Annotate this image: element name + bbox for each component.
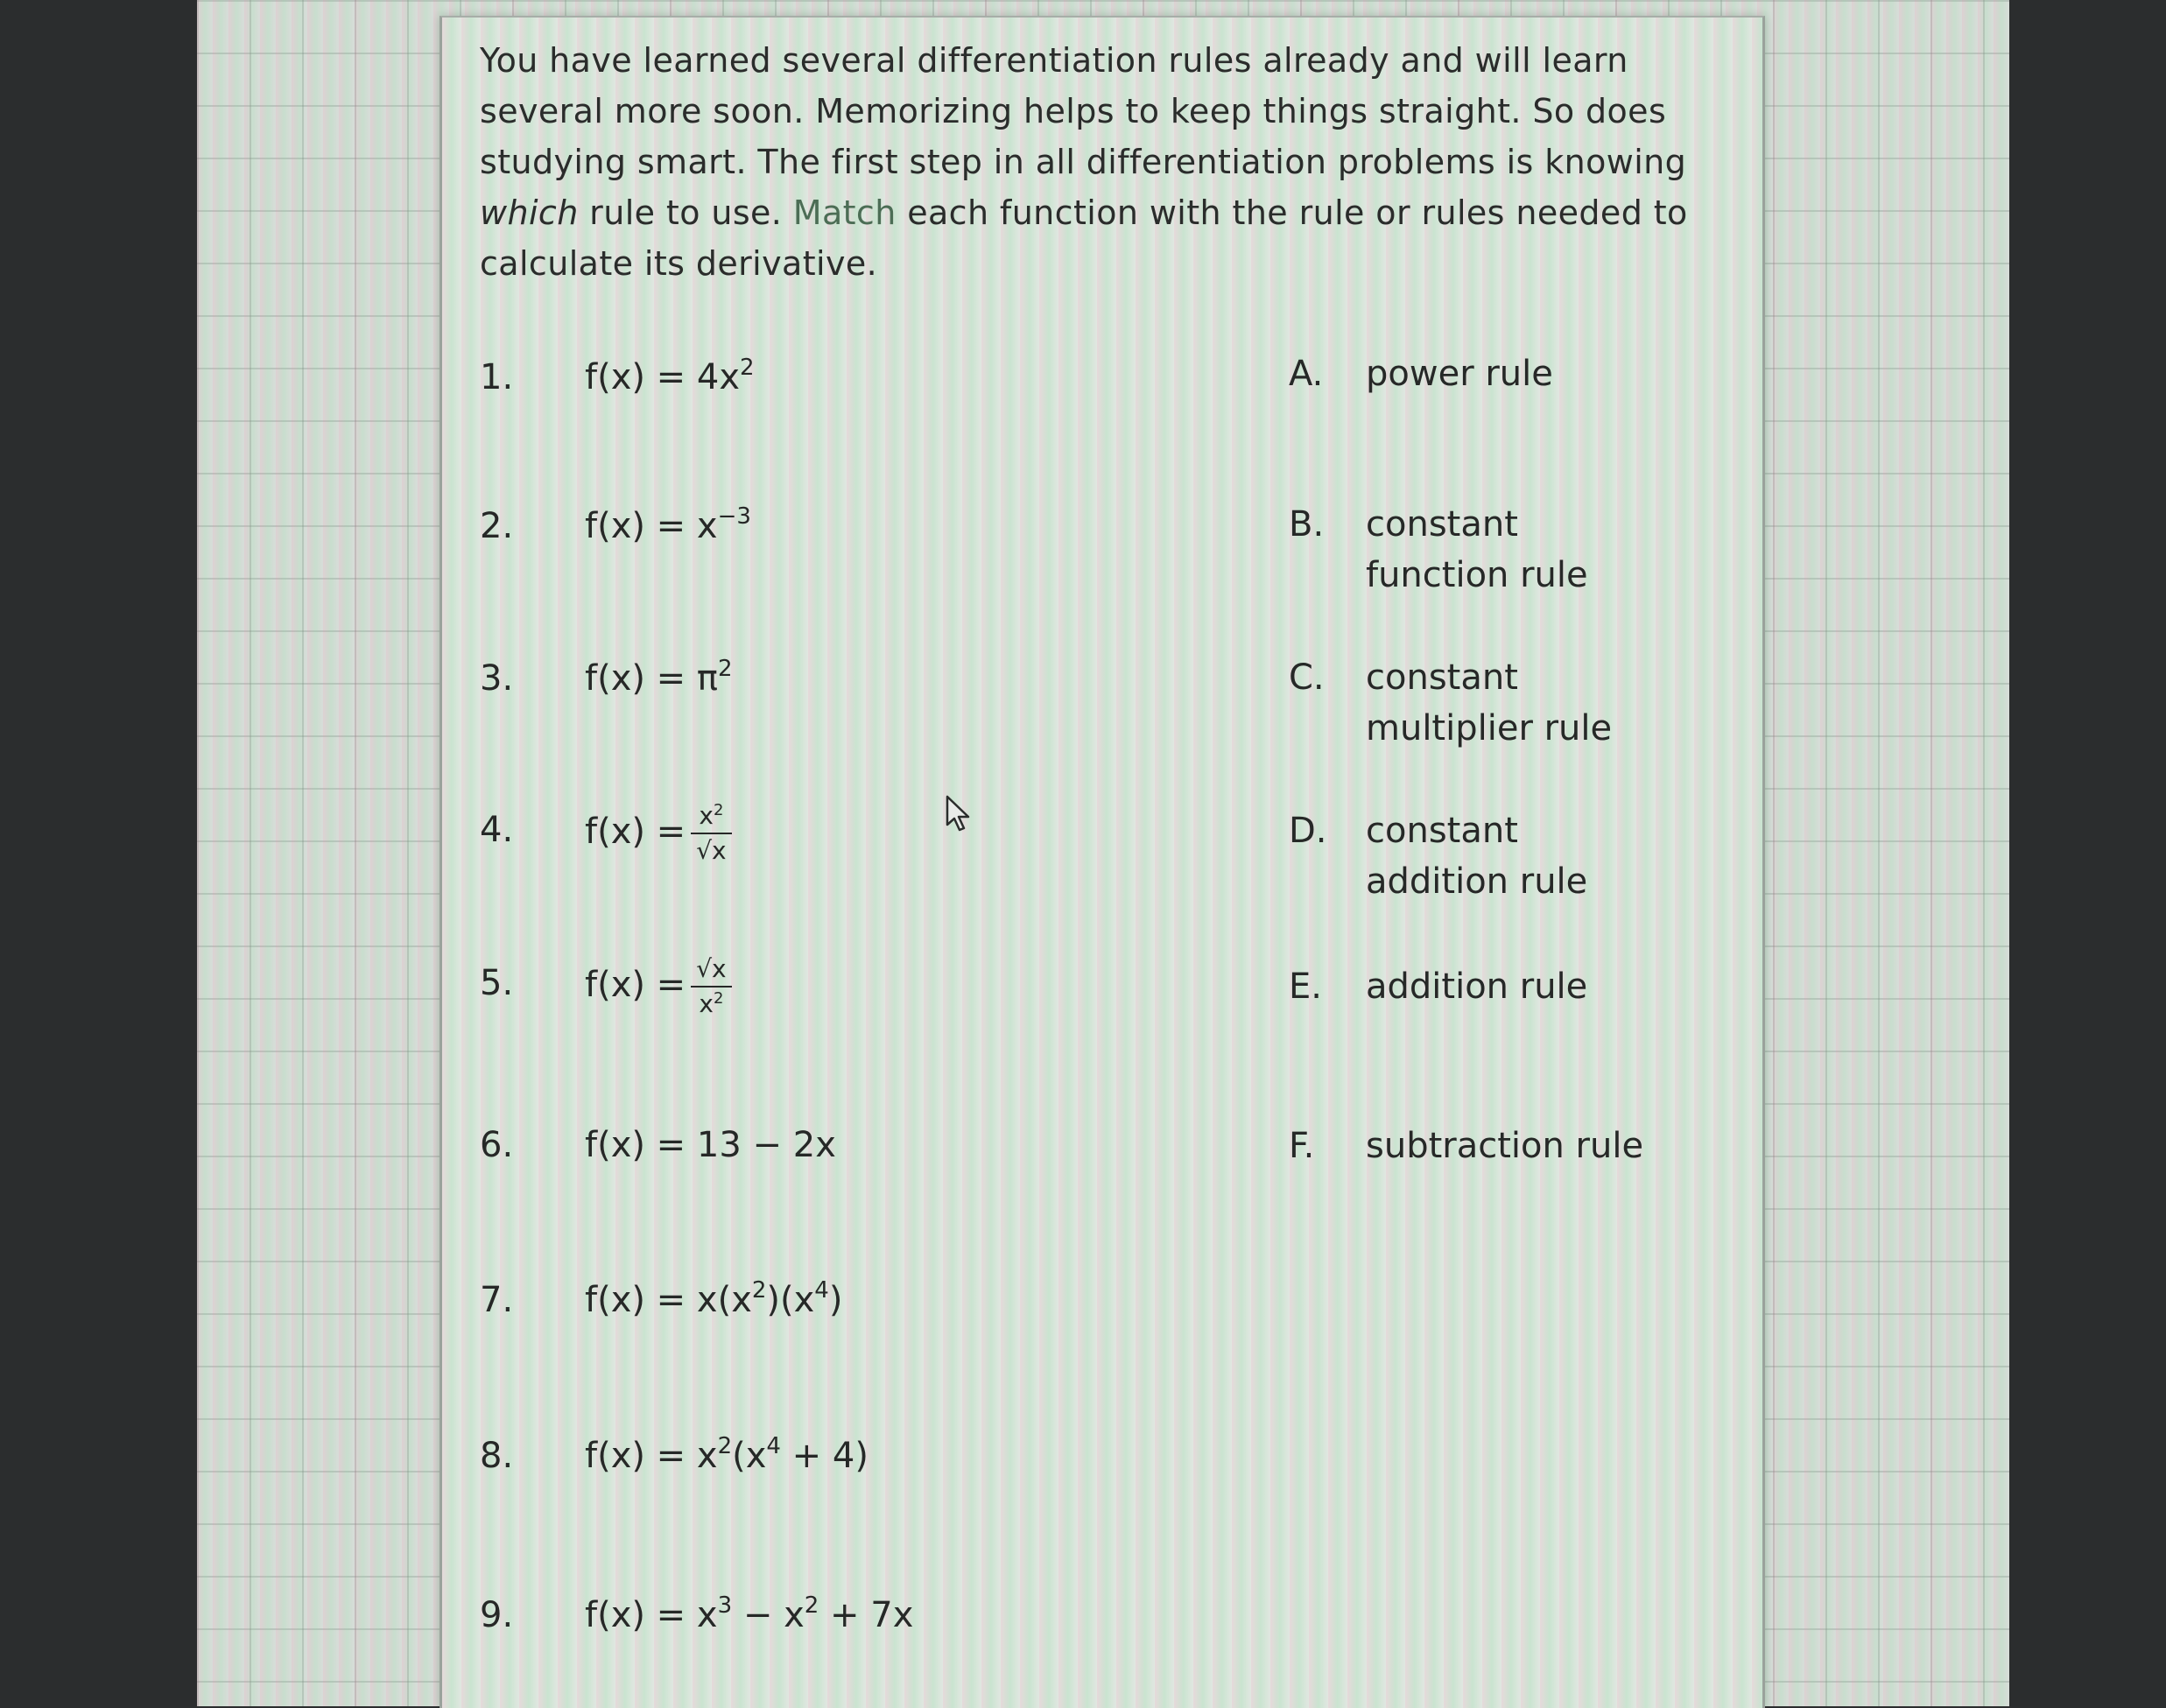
rule-label: addition rule [1366, 966, 1588, 1007]
fraction [691, 952, 731, 1021]
mouse-pointer-icon [946, 795, 972, 832]
problem-function [585, 1592, 914, 1635]
problem-function [585, 1433, 869, 1476]
numerator-exponent: 2 [713, 801, 724, 819]
problem-number: 4. [480, 810, 514, 850]
fraction-numerator [691, 799, 731, 834]
expr-exponent: 2 [740, 355, 755, 381]
rule-label: constant addition rule [1366, 811, 1588, 902]
instructions-highlight: Match [792, 193, 897, 232]
expr-base: f(x) = 4x [585, 357, 741, 397]
rule-label: constant multiplier rule [1366, 657, 1613, 749]
instructions-emphasis: which [480, 193, 579, 232]
rule-letter: E. [1289, 966, 1322, 1007]
instructions-text: You have learned several differentiation rules already and will learn several more soon. Memorizing helps to keep things straight. So does studying smart. The first step in all differentiation problems is knowing [480, 41, 1687, 181]
rule-label: subtraction rule [1366, 1126, 1644, 1166]
numerator-base: x [699, 801, 714, 830]
problem-number: 7. [480, 1280, 514, 1320]
problem-number: 5. [480, 963, 514, 1003]
expr-exponent: 2 [717, 1433, 733, 1459]
expr-exponent: 2 [718, 656, 733, 682]
problem-function [585, 658, 733, 699]
problem-number: 8. [480, 1436, 514, 1476]
instructions-text: each function with the rule or rules needed to calculate its derivative. [480, 193, 1688, 283]
expr-part: f(x) = x [585, 1595, 718, 1635]
problem-function [585, 952, 732, 1021]
problem-number: 6. [480, 1125, 514, 1165]
rule-letter: A. [1289, 354, 1324, 394]
fraction-numerator: √x [691, 952, 731, 988]
expr-part: − x [732, 1595, 805, 1635]
fraction [691, 799, 731, 868]
expr-lhs: f(x) = [585, 812, 686, 852]
problem-number: 1. [480, 357, 514, 397]
problem-function [585, 799, 732, 868]
expr-part: f(x) = x(x [585, 1280, 752, 1320]
fraction-denominator [691, 988, 731, 1021]
problem-function [585, 1277, 843, 1320]
problem-function [585, 357, 755, 397]
expr-part: (x [732, 1436, 767, 1476]
expr-part: + 7x [819, 1595, 914, 1635]
expr-part: + 4) [780, 1436, 869, 1476]
rule-letter: B. [1289, 504, 1325, 545]
rule-letter: F. [1289, 1126, 1315, 1166]
expr-base: f(x) = x [585, 506, 718, 546]
expr-part: ) [828, 1280, 843, 1320]
expr-part: f(x) = x [585, 1436, 718, 1476]
rule-letter: D. [1289, 811, 1327, 851]
expr-exponent: −3 [717, 503, 751, 530]
fraction-denominator: √x [696, 836, 727, 865]
expr-exponent: 4 [766, 1433, 781, 1459]
rule-letter: C. [1289, 657, 1325, 698]
denominator-exponent: 2 [713, 989, 724, 1008]
problem-number: 9. [480, 1595, 514, 1635]
rule-label: power rule [1366, 354, 1553, 394]
expr-base: f(x) = π [585, 658, 718, 699]
expr-exponent: 3 [717, 1592, 733, 1619]
expr-exponent: 2 [751, 1277, 767, 1304]
problem-number: 2. [480, 506, 514, 546]
expr-lhs: f(x) = [585, 965, 686, 1005]
expr-exponent: 4 [814, 1277, 829, 1304]
rule-label: constant function rule [1366, 504, 1588, 595]
expr-part: )(x [766, 1280, 815, 1320]
problem-function [585, 503, 751, 546]
expr-exponent: 2 [804, 1592, 819, 1619]
instructions-text: rule to use. [578, 193, 793, 232]
instructions-paragraph [480, 35, 1688, 289]
problem-number: 3. [480, 658, 514, 699]
problem-function: f(x) = 13 − 2x [585, 1125, 836, 1165]
denominator-base: x [699, 989, 714, 1018]
